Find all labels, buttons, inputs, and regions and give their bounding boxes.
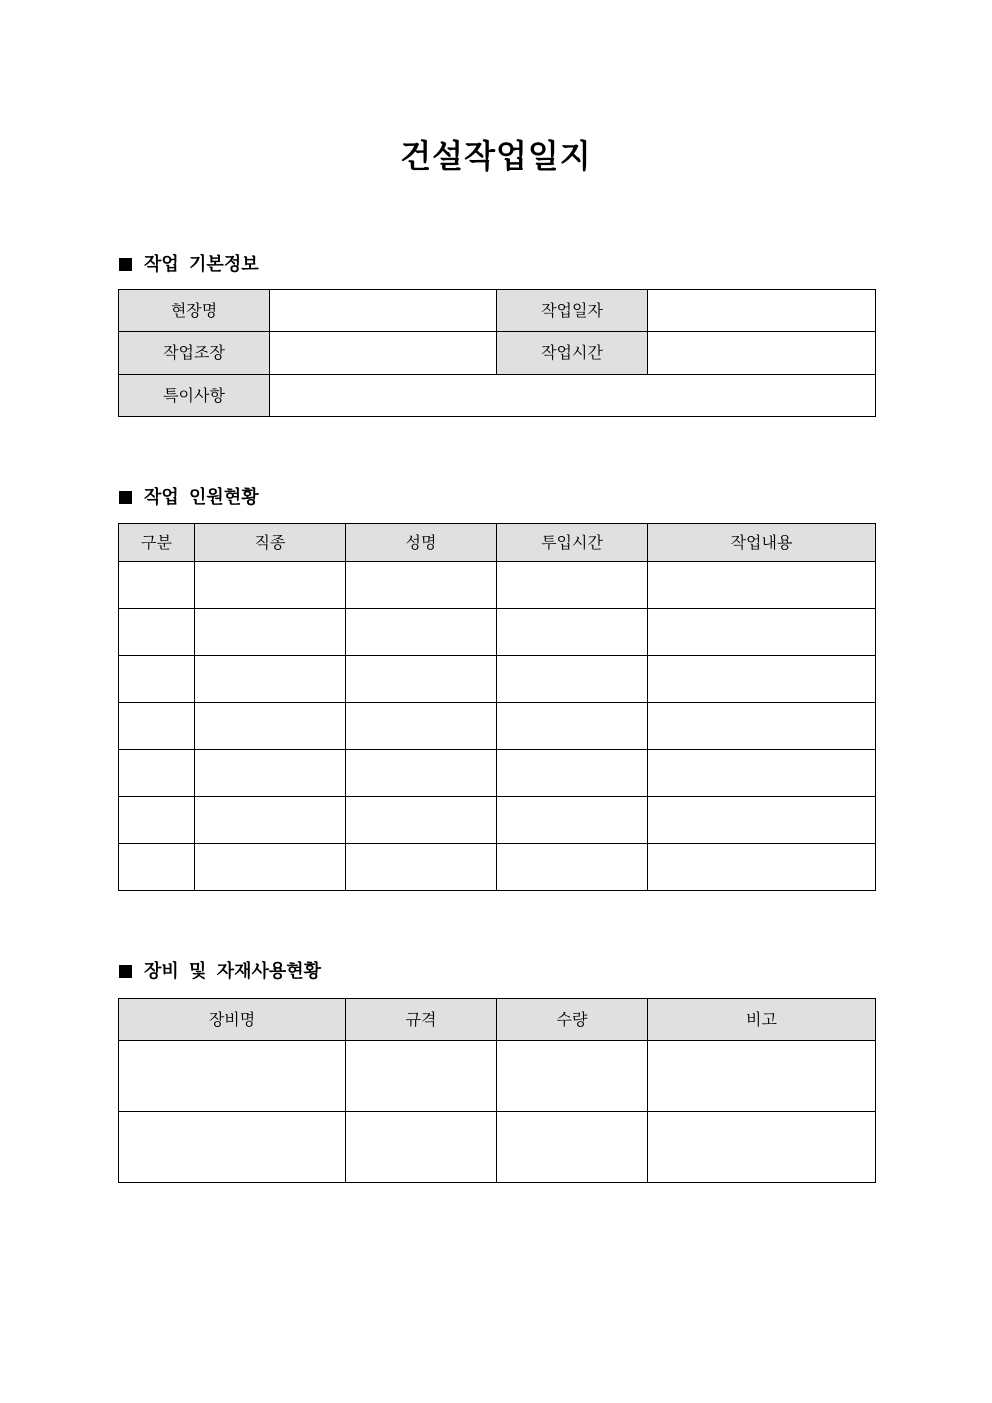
table-cell[interactable] bbox=[346, 750, 497, 797]
column-header: 규격 bbox=[346, 999, 497, 1041]
table-cell[interactable] bbox=[119, 609, 195, 656]
table-cell[interactable] bbox=[497, 562, 648, 609]
table-cell[interactable] bbox=[497, 844, 648, 891]
column-header: 구분 bbox=[119, 524, 195, 562]
site-name-field[interactable] bbox=[270, 290, 497, 332]
work-time-field[interactable] bbox=[648, 332, 876, 375]
table-row bbox=[119, 656, 876, 703]
section-bullet-icon bbox=[119, 491, 132, 504]
basic-info-table bbox=[118, 289, 876, 417]
table-cell[interactable] bbox=[648, 750, 876, 797]
table-cell[interactable] bbox=[497, 797, 648, 844]
table-cell[interactable] bbox=[497, 1112, 648, 1183]
table-cell[interactable] bbox=[497, 703, 648, 750]
work-date-field[interactable] bbox=[648, 290, 876, 332]
basic-info-row bbox=[119, 375, 876, 417]
column-header: 비고 bbox=[648, 999, 876, 1041]
personnel-heading-text: 작업 인원현황 bbox=[144, 487, 259, 508]
personnel-table bbox=[118, 523, 876, 891]
foreman-label: 작업조장 bbox=[119, 332, 270, 375]
table-cell[interactable] bbox=[648, 844, 876, 891]
remarks-field[interactable] bbox=[270, 375, 876, 417]
table-cell[interactable] bbox=[119, 1112, 346, 1183]
table-row bbox=[119, 1041, 876, 1112]
table-row bbox=[119, 750, 876, 797]
work-time-label: 작업시간 bbox=[497, 332, 648, 375]
table-cell[interactable] bbox=[119, 562, 195, 609]
table-cell[interactable] bbox=[648, 562, 876, 609]
column-header: 장비명 bbox=[119, 999, 346, 1041]
work-date-label: 작업일자 bbox=[497, 290, 648, 332]
table-cell[interactable] bbox=[195, 750, 346, 797]
section-bullet-icon bbox=[119, 258, 132, 271]
table-cell[interactable] bbox=[346, 562, 497, 609]
table-cell[interactable] bbox=[346, 609, 497, 656]
table-cell[interactable] bbox=[497, 609, 648, 656]
table-cell[interactable] bbox=[497, 1041, 648, 1112]
equipment-table bbox=[118, 998, 876, 1183]
table-cell[interactable] bbox=[119, 656, 195, 703]
column-header: 직종 bbox=[195, 524, 346, 562]
table-cell[interactable] bbox=[346, 1041, 497, 1112]
table-cell[interactable] bbox=[497, 750, 648, 797]
table-cell[interactable] bbox=[195, 703, 346, 750]
table-cell[interactable] bbox=[119, 844, 195, 891]
equipment-header-row bbox=[119, 999, 876, 1041]
basic-info-heading bbox=[119, 253, 259, 277]
table-row bbox=[119, 562, 876, 609]
table-cell[interactable] bbox=[648, 656, 876, 703]
equipment-heading bbox=[119, 960, 321, 984]
table-cell[interactable] bbox=[346, 797, 497, 844]
column-header: 투입시간 bbox=[497, 524, 648, 562]
table-row bbox=[119, 703, 876, 750]
basic-info-row bbox=[119, 290, 876, 332]
table-cell[interactable] bbox=[195, 562, 346, 609]
table-cell[interactable] bbox=[119, 797, 195, 844]
column-header: 작업내용 bbox=[648, 524, 876, 562]
table-row bbox=[119, 797, 876, 844]
column-header: 수량 bbox=[497, 999, 648, 1041]
table-cell[interactable] bbox=[195, 656, 346, 703]
column-header: 성명 bbox=[346, 524, 497, 562]
site-name-label: 현장명 bbox=[119, 290, 270, 332]
table-cell[interactable] bbox=[119, 1041, 346, 1112]
equipment-heading-text: 장비 및 자재사용현황 bbox=[144, 961, 322, 982]
table-cell[interactable] bbox=[195, 609, 346, 656]
table-cell[interactable] bbox=[346, 1112, 497, 1183]
table-cell[interactable] bbox=[648, 797, 876, 844]
table-cell[interactable] bbox=[119, 750, 195, 797]
table-row bbox=[119, 609, 876, 656]
table-cell[interactable] bbox=[119, 703, 195, 750]
personnel-heading bbox=[119, 486, 259, 510]
remarks-label: 특이사항 bbox=[119, 375, 270, 417]
table-cell[interactable] bbox=[648, 609, 876, 656]
table-cell[interactable] bbox=[346, 703, 497, 750]
table-cell[interactable] bbox=[195, 844, 346, 891]
table-cell[interactable] bbox=[648, 1112, 876, 1183]
foreman-field[interactable] bbox=[270, 332, 497, 375]
section-bullet-icon bbox=[119, 965, 132, 978]
table-cell[interactable] bbox=[497, 656, 648, 703]
basic-info-row bbox=[119, 332, 876, 375]
table-row bbox=[119, 844, 876, 891]
personnel-header-row bbox=[119, 524, 876, 562]
table-cell[interactable] bbox=[648, 1041, 876, 1112]
table-cell[interactable] bbox=[346, 844, 497, 891]
table-cell[interactable] bbox=[648, 703, 876, 750]
table-row bbox=[119, 1112, 876, 1183]
basic-info-heading-text: 작업 기본정보 bbox=[144, 254, 259, 275]
table-cell[interactable] bbox=[195, 797, 346, 844]
table-cell[interactable] bbox=[346, 656, 497, 703]
document-title: 건설작업일지 bbox=[400, 137, 592, 175]
